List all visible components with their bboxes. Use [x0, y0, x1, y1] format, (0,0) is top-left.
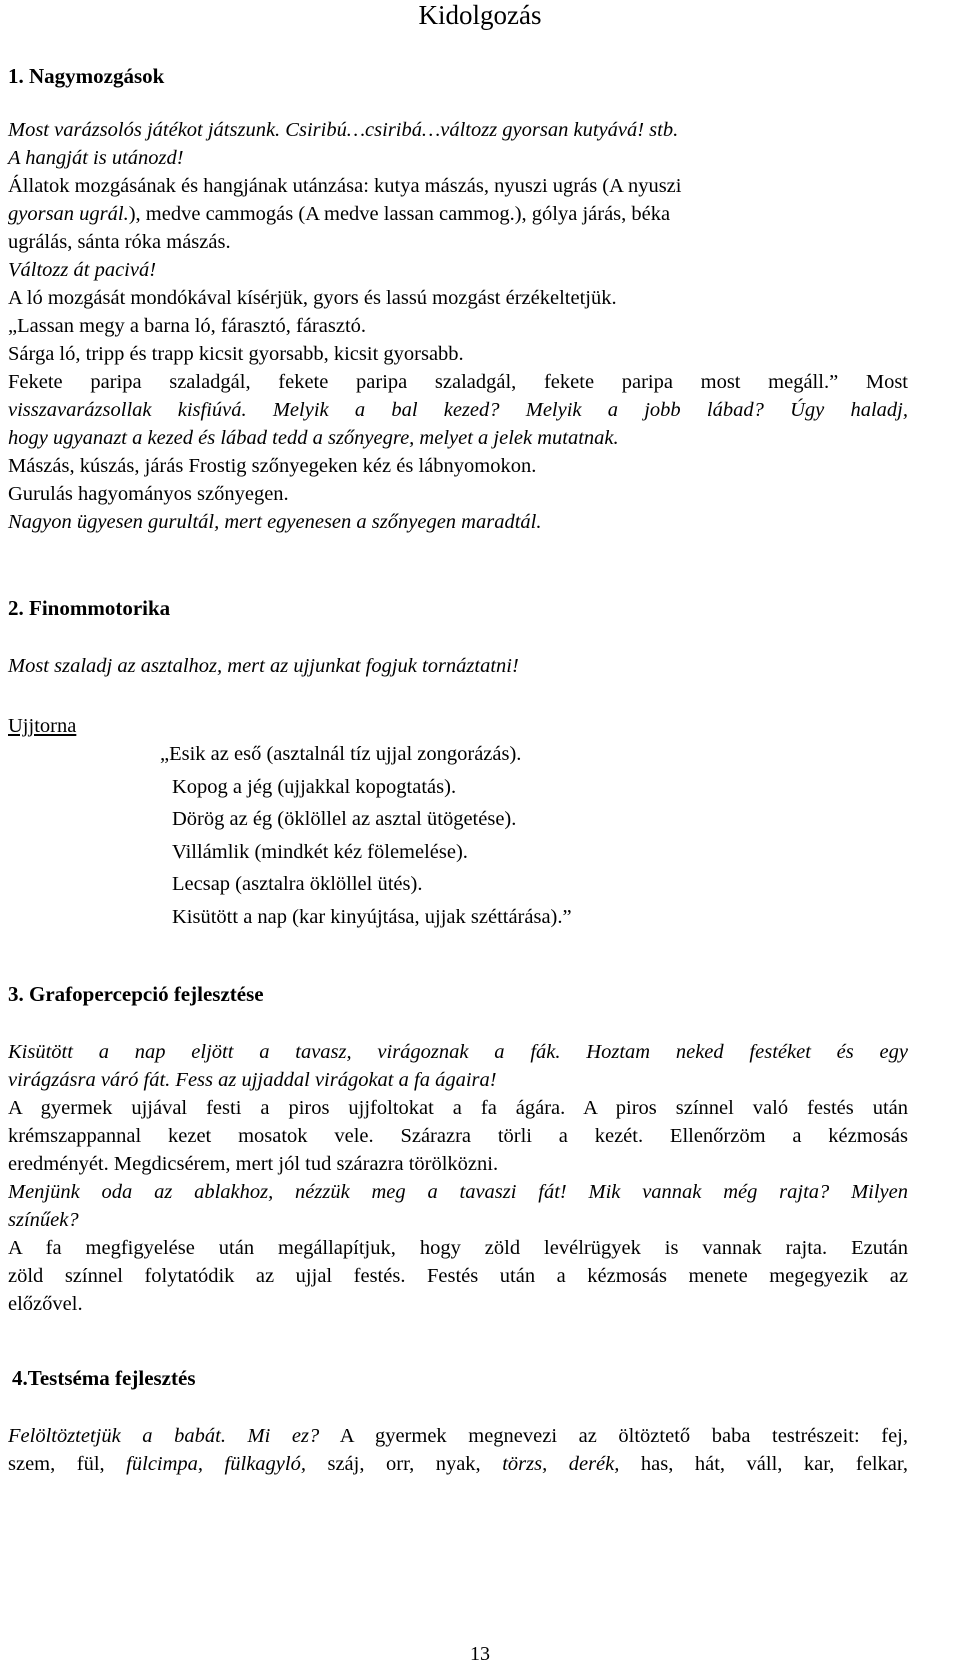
text-line: Felöltöztetjük a babát. Mi ez? A gyermek megnevezi az öltöztető baba testrészeit: fej,	[8, 1425, 908, 1447]
text-line: Most varázsolós játékot játszunk. Csiribú…csiribá…változz gyorsan kutyává! stb.	[8, 119, 679, 141]
text-line: virágzásra váró fát. Fess az ujjaddal virágokat a fa ágaira!	[8, 1069, 497, 1091]
section-body-1	[8, 116, 908, 536]
text-line: Változz át pacivá!	[8, 259, 157, 281]
section-body-3	[8, 1038, 908, 1318]
subheading-ujjtorna: Ujjtorna	[8, 715, 77, 737]
poem-line: Dörög az ég (öklöllel az asztal ütögetése).	[172, 808, 517, 830]
text-line: Sárga ló, tripp és trapp kicsit gyorsabb, kicsit gyorsabb.	[8, 343, 464, 365]
text-line: A ló mozgását mondókával kísérjük, gyors és lassú mozgást érzékeltetjük.	[8, 287, 617, 309]
text-line: Fekete paripa szaladgál, fekete paripa szaladgál, fekete paripa most megáll.” Most	[8, 371, 908, 393]
text-line: hogy ugyanazt a kezed és lábad tedd a szőnyegre, melyet a jelek mutatnak.	[8, 427, 619, 449]
poem-line: Lecsap (asztalra öklöllel ütés).	[172, 873, 423, 895]
text-line: szem, fül, fülcimpa, fülkagyló, száj, orr, nyak, törzs, derék, has, hát, váll, kar, felkar,	[8, 1453, 908, 1475]
text-line: „Lassan megy a barna ló, fárasztó, fárasztó.	[8, 315, 367, 337]
text-line: gyorsan ugrál.), medve cammogás (A medve lassan cammog.), gólya járás, béka	[8, 203, 671, 225]
section-heading-4: 4.Testséma fejlesztés	[12, 1366, 196, 1390]
text-line: Nagyon ügyesen gurultál, mert egyenesen a szőnyegen maradtál.	[8, 511, 542, 533]
section-body-4	[8, 1422, 908, 1478]
section-heading-1: 1. Nagymozgások	[8, 64, 165, 88]
text-line: Mászás, kúszás, járás Frostig szőnyegeken kéz és lábnyomokon.	[8, 455, 537, 477]
intro-line: Most szaladj az asztalhoz, mert az ujjunkat fogjuk tornáztatni!	[8, 655, 519, 677]
section-heading-3: 3. Grafopercepció fejlesztése	[8, 982, 264, 1006]
text-line: előzővel.	[8, 1293, 83, 1315]
text-line: krémszappannal kezet mosatok vele. Szárazra törli a kezét. Ellenőrzöm a kézmosás	[8, 1125, 908, 1147]
poem-line: „Esik az eső (asztalnál tíz ujjal zongorázás).	[160, 743, 522, 765]
text-line: eredményét. Megdicsérem, mert jól tud szárazra törölközni.	[8, 1153, 499, 1175]
section-intro-2	[8, 652, 908, 680]
text-line: A hangját is utánozd!	[8, 147, 184, 169]
text-line: visszavarázsollak kisfiúvá. Melyik a bal kezed? Melyik a jobb lábad? Úgy haladj,	[8, 399, 908, 421]
page-number: 13	[470, 1643, 490, 1665]
poem-line: Kopog a jég (ujjakkal kopogtatás).	[172, 775, 457, 798]
text-line: Állatok mozgásának és hangjának utánzása: kutya mászás, nyuszi ugrás (A nyuszi	[8, 175, 682, 197]
poem-line: Kisütött a nap (kar kinyújtása, ujjak széttárása).”	[172, 905, 572, 928]
text-line: A fa megfigyelése után megállapítjuk, hogy zöld levélrügyek is vannak rajta. Ezután	[8, 1237, 908, 1259]
section-heading-2: 2. Finommotorika	[8, 596, 171, 620]
text-line: ugrálás, sánta róka mászás.	[8, 231, 231, 253]
text-line: színűek?	[8, 1209, 79, 1231]
text-line: Kisütött a nap eljött a tavasz, virágoznak a fák. Hoztam neked festéket és egy	[8, 1041, 908, 1063]
text-line: zöld színnel folytatódik az ujjal festés. Festés után a kézmosás menete megegyezik az	[8, 1265, 908, 1287]
text-line: Menjünk oda az ablakhoz, nézzük meg a tavaszi fát! Mik vannak még rajta? Milyen	[8, 1181, 908, 1203]
text-line: Gurulás hagyományos szőnyegen.	[8, 483, 289, 505]
poem	[160, 738, 860, 933]
page-title: Kidolgozás	[418, 0, 542, 30]
poem-line: Villámlik (mindkét kéz fölemelése).	[172, 840, 468, 863]
text-line: A gyermek ujjával festi a piros ujjfoltokat a fa ágára. A piros színnel való festés után	[8, 1097, 908, 1119]
